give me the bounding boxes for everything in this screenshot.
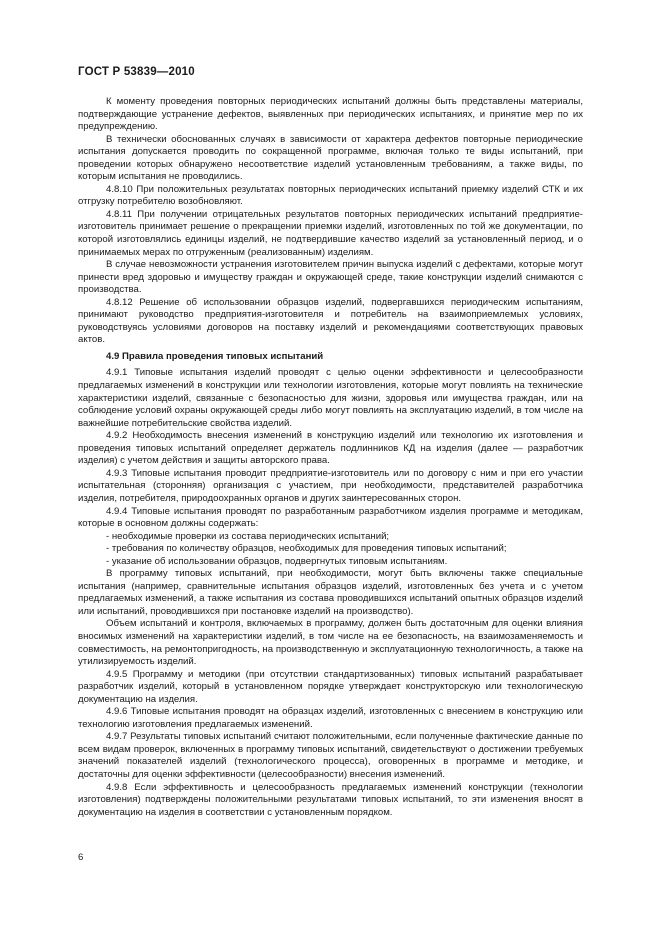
paragraph: 4.9.3 Типовые испытания проводит предприятие-изготовитель или по договору с ним и при его участии испытательная (сторонняя) организация с участием, при необходимости, представителей разработчика изделия, потребителя, природоохранных органов и других заинтересованных сторон.: [78, 467, 583, 504]
page-header: ГОСТ Р 53839—2010: [78, 66, 195, 78]
list-item: - указание об использовании образцов, подвергнутых типовым испытаниям.: [106, 555, 448, 567]
paragraph: 4.8.12 Решение об использовании образцов изделий, подвергавшихся периодическим испытаниям, принимают руководство предприятия-изготовителя и потребитель на взаимоприемлемых условиях, руководствуясь условиями договоров на поставку изделий и рекомендациями соответствующих правовых актов.: [78, 296, 583, 346]
paragraph: В технически обоснованных случаях в зависимости от характера дефектов повторные периодические испытания допускается проводить по сокращенной программе, включая только те виды испытаний, при проведении которых обнаружено несоответствие изделий установленным требованиям, а также виды, по которым испытания не проводились.: [78, 133, 583, 183]
paragraph: 4.9.8 Если эффективность и целесообразность предлагаемых изменений конструкции (технологии изготовления) подтверждены положительными результатами типовых испытаний, то эти изменения вносят в документацию на изделия в соответствии с установленным порядком.: [78, 781, 583, 818]
paragraph: 4.9.4 Типовые испытания проводят по разработанным разработчиком изделия программе и методикам, которые в основном должны содержать:: [78, 505, 583, 530]
paragraph: В случае невозможности устранения изготовителем причин выпуска изделий с дефектами, которые могут принести вред здоровью и имуществу граждан и окружающей среде, такие конструкции изделий снимаются с производства.: [78, 259, 583, 296]
paragraph: 4.8.11 При получении отрицательных результатов повторных периодических испытаний предприятие-изготовитель принимает решение о прекращении приемки изделий, изготовленных по той же документации, по которой изготовлялись единицы изделий, не подтвердившие качество изделий за установленный период, и о принимаемых мерах по отгруженным (реализованным) изделиям.: [78, 208, 583, 258]
paragraph: К моменту проведения повторных периодических испытаний должны быть представлены материалы, подтверждающие устранение дефектов, выявленных при периодических испытаниях, и принятие мер по их предупреждению.: [78, 96, 583, 133]
list-item: - требования по количеству образцов, необходимых для проведения типовых испытаний;: [106, 543, 507, 555]
paragraph: В программу типовых испытаний, при необходимости, могут быть включены также специальные испытания (например, сравнительные испытания образцов изделий, изготовленных без учета и с учетом предлагаемых изменений, а также испытания из состава проводившихся испытаний опытных образцов изделий или испытаний, проводившихся при постановке изделий на производство).: [78, 568, 583, 617]
paragraph: 4.8.10 При положительных результатах повторных периодических испытаний приемку изделий СТК и их отгрузку потребителю возобновляют.: [78, 183, 583, 208]
section-heading: 4.9 Правила проведения типовых испытаний: [106, 350, 324, 362]
paragraph: Объем испытаний и контроля, включаемых в программу, должен быть достаточным для оценки влияния вносимых изменений на характеристики изделий, в том числе на ее безопасность, на взаимозаменяемость и совместимость, на ремонтопригодность, на производственную и эксплуатационную технологичность, а также на утилизируемость изделий.: [78, 618, 583, 668]
list-item: - необходимые проверки из состава периодических испытаний;: [106, 530, 390, 542]
paragraph: 4.9.6 Типовые испытания проводят на образцах изделий, изготовленных с внесением в конструкцию или технологию изготовления предлагаемых изменений.: [78, 706, 583, 730]
paragraph: 4.9.2 Необходимость внесения изменений в конструкцию изделий или технологию их изготовления и проведения типовых испытаний определяет держатель подлинников КД на изделия (далее — разработчик изделия) с учетом действия и защиты авторского права.: [78, 430, 583, 467]
page-number: 6: [78, 852, 84, 863]
paragraph: 4.9.7 Результаты типовых испытаний считают положительными, если полученные фактические данные по всем видам проверок, включенных в программу типовых испытаний, свидетельствуют о достижении требуемых значений показателей изделий (технологического процесса), оговоренных в программе и методике, и достаточны для оценки эффективности (целесообразности) внесения изменений.: [78, 731, 583, 780]
paragraph: 4.9.1 Типовые испытания изделий проводят с целью оценки эффективности и целесообразности предлагаемых изменений в конструкции или технологии изготовления, которые могут повлиять на технические характеристики изделий, связанные с безопасностью для жизни, здоровья или имущества граждан, или на соблюдение условий охраны окружающей среды либо могут повлиять на эксплуатацию изделий, в том числе на важнейшие потребительские свойства изделий.: [78, 367, 583, 429]
paragraph: 4.9.5 Программу и методики (при отсутствии стандартизованных) типовых испытаний разрабатывает разработчик изделий, который в установленном порядке утверждает конструкторскую или технологическую документацию на изделия.: [78, 668, 583, 705]
document-body: [78, 96, 583, 819]
